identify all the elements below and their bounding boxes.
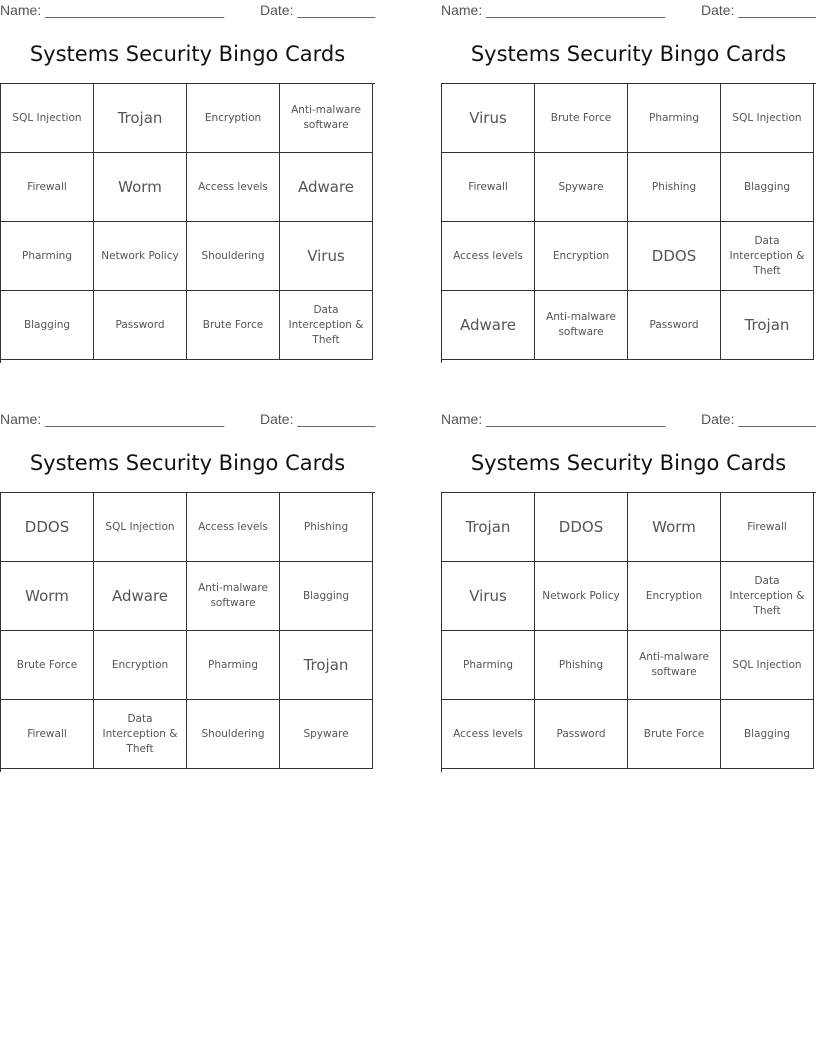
bingo-cell: SQL Injection	[94, 493, 187, 562]
bingo-cell: Brute Force	[187, 291, 280, 360]
bingo-cell: Data Interception & Theft	[94, 700, 187, 769]
bingo-cell: Encryption	[535, 222, 628, 291]
bingo-cell: Virus	[442, 562, 535, 631]
bingo-cell: Phishing	[535, 631, 628, 700]
date-field-label: Date: __________	[701, 411, 816, 427]
bingo-cell: Blagging	[1, 291, 94, 360]
bingo-cell: Anti-malware software	[187, 562, 280, 631]
bingo-grid	[0, 492, 375, 772]
card-title: Systems Security Bingo Cards	[29, 42, 346, 66]
bingo-cell: DDOS	[1, 493, 94, 562]
bingo-cell: Shouldering	[187, 700, 280, 769]
date-field-label: Date: __________	[260, 411, 376, 427]
bingo-cell: Worm	[1, 562, 94, 631]
bingo-cell: Access levels	[442, 700, 535, 769]
bingo-card-3	[0, 409, 375, 774]
bingo-cell: Network Policy	[94, 222, 187, 291]
bingo-cell: Virus	[280, 222, 373, 291]
bingo-cell: Adware	[280, 153, 373, 222]
bingo-cell: Trojan	[94, 84, 187, 153]
bingo-cell: Network Policy	[535, 562, 628, 631]
bingo-cell: Access levels	[442, 222, 535, 291]
bingo-cell: Password	[628, 291, 721, 360]
bingo-cell: Pharming	[1, 222, 94, 291]
name-field-label: Name: _______________________	[0, 2, 225, 18]
bingo-cell: Blagging	[280, 562, 373, 631]
bingo-cell: Data Interception & Theft	[721, 562, 814, 631]
bingo-cell: Data Interception & Theft	[721, 222, 814, 291]
date-field-label: Date: __________	[260, 2, 376, 18]
bingo-cell: Shouldering	[187, 222, 280, 291]
name-field-label: Name: _______________________	[441, 411, 666, 427]
card-title: Systems Security Bingo Cards	[29, 451, 346, 475]
bingo-cell: Pharming	[628, 84, 721, 153]
bingo-cell: Brute Force	[628, 700, 721, 769]
bingo-grid	[0, 83, 375, 363]
bingo-cell: Firewall	[1, 153, 94, 222]
bingo-cell: Blagging	[721, 700, 814, 769]
bingo-cell: DDOS	[535, 493, 628, 562]
bingo-cell: Password	[94, 291, 187, 360]
card-title: Systems Security Bingo Cards	[470, 451, 787, 475]
name-field-label: Name: _______________________	[0, 411, 225, 427]
bingo-cell: Virus	[442, 84, 535, 153]
bingo-cell: Password	[535, 700, 628, 769]
bingo-cell: Anti-malware software	[535, 291, 628, 360]
bingo-cell: Phishing	[280, 493, 373, 562]
bingo-cell: Firewall	[442, 153, 535, 222]
bingo-cell: Access levels	[187, 153, 280, 222]
bingo-cell: SQL Injection	[1, 84, 94, 153]
bingo-cell: Trojan	[721, 291, 814, 360]
bingo-cell: Trojan	[280, 631, 373, 700]
bingo-cell: DDOS	[628, 222, 721, 291]
bingo-card-1	[0, 0, 375, 365]
bingo-cell: Pharming	[187, 631, 280, 700]
bingo-cell: Adware	[442, 291, 535, 360]
bingo-grid	[441, 83, 816, 363]
bingo-cell: Brute Force	[1, 631, 94, 700]
bingo-cell: Access levels	[187, 493, 280, 562]
bingo-cell: Encryption	[187, 84, 280, 153]
bingo-cell: Spyware	[280, 700, 373, 769]
bingo-cell: Worm	[94, 153, 187, 222]
bingo-cell: SQL Injection	[721, 84, 814, 153]
bingo-cell: Blagging	[721, 153, 814, 222]
bingo-card-4	[441, 409, 816, 774]
date-field-label: Date: __________	[701, 2, 816, 18]
bingo-cell: Encryption	[94, 631, 187, 700]
bingo-cell: Adware	[94, 562, 187, 631]
bingo-cell: Encryption	[628, 562, 721, 631]
bingo-cell: Trojan	[442, 493, 535, 562]
bingo-cell: Anti-malware software	[628, 631, 721, 700]
bingo-card-2	[441, 0, 816, 365]
bingo-cell: Pharming	[442, 631, 535, 700]
bingo-cell: Firewall	[721, 493, 814, 562]
name-field-label: Name: _______________________	[441, 2, 666, 18]
bingo-grid	[441, 492, 816, 772]
bingo-cell: Brute Force	[535, 84, 628, 153]
bingo-cell: Data Interception & Theft	[280, 291, 373, 360]
bingo-cell: Phishing	[628, 153, 721, 222]
bingo-cell: Worm	[628, 493, 721, 562]
card-title: Systems Security Bingo Cards	[470, 42, 787, 66]
bingo-cell: Anti-malware software	[280, 84, 373, 153]
bingo-cell: SQL Injection	[721, 631, 814, 700]
bingo-cell: Firewall	[1, 700, 94, 769]
bingo-cell: Spyware	[535, 153, 628, 222]
